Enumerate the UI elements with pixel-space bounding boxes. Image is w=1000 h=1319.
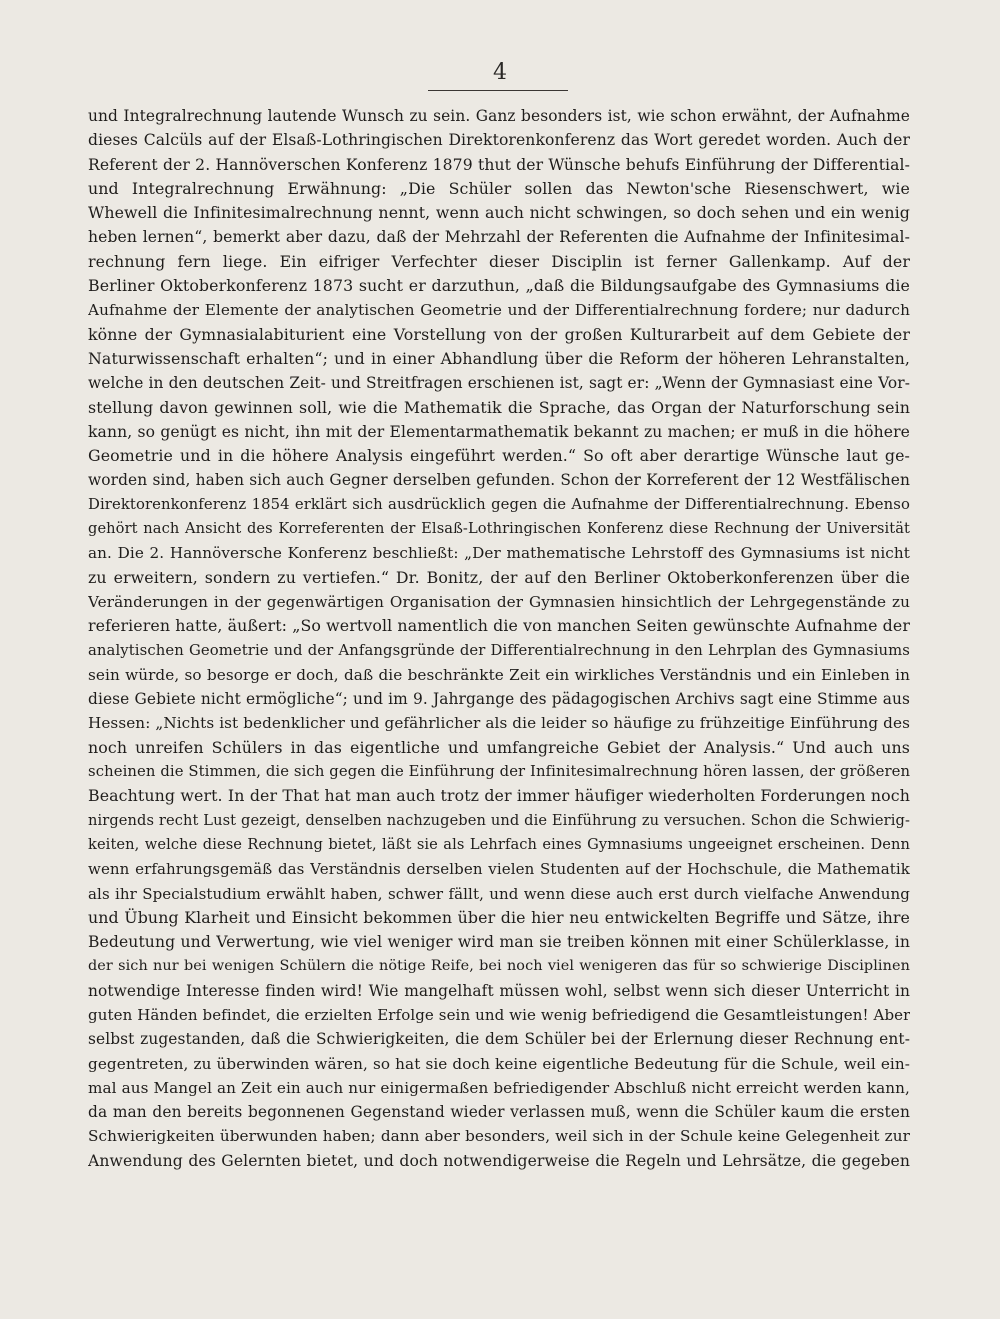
header-rule — [428, 90, 568, 91]
text-line: keiten, welche diese Rechnung bietet, läßt sie als Lehrfach eines Gymnasiums ungeeignet erscheinen. Denn — [88, 835, 910, 853]
text-line: der sich nur bei wenigen Schülern die nötige Reife, bei noch viel wenigeren das für so schwierige Disciplinen — [88, 958, 910, 975]
text-line: sein würde, so besorge er doch, daß die beschränkte Zeit ein wirkliches Verständnis und ein Einleben in — [88, 665, 910, 684]
text-line: heben lernen“, bemerkt aber dazu, daß der Mehrzahl der Referenten die Aufnahme der Infinitesimal- — [88, 228, 910, 247]
text-line: Berliner Oktoberkonferenz 1873 sucht er darzuthun, „daß die Bildungsaufgabe des Gymnasiums die — [88, 276, 910, 296]
text-line: Hessen: „Nichts ist bedenklicher und gefährlicher als die leider so häufige zu frühzeitige Einführung des — [88, 714, 910, 733]
text-line: Beachtung wert. In der That hat man auch trotz der immer häufiger wiederholten Forderungen noch — [88, 786, 910, 806]
page-number: 4 — [493, 60, 507, 85]
text-line: und Übung Klarheit und Einsicht bekommen über die hier neu entwickelten Begriffe und Sätze, ihre — [88, 907, 910, 927]
text-line: Whewell die Infinitesimalrechnung nennt, wenn auch nicht schwingen, so doch sehen und ein wenig — [88, 203, 910, 223]
text-line: Aufnahme der Elemente der analytischen Geometrie und der Differentialrechnung fordere; nur dadurch — [88, 301, 910, 320]
text-line: worden sind, haben sich auch Gegner derselben gefunden. Schon der Korreferent der 12 Westfälischen — [88, 471, 910, 490]
text-line: wenn erfahrungsgemäß das Verständnis derselben vielen Studenten auf der Hochschule, die Mathematik — [88, 860, 910, 879]
text-line: da man den bereits begonnenen Gegenstand wieder verlassen muß, wenn die Schüler kaum die ersten — [88, 1103, 910, 1122]
text-line: scheinen die Stimmen, die sich gegen die Einführung der Infinitesimalrechnung hören lassen, der größeren — [88, 763, 910, 781]
text-line: Anwendung des Gelernten bietet, und doch notwendigerweise die Regeln und Lehrsätze, die gegeben — [88, 1151, 910, 1170]
text-line: Schwierigkeiten überwunden haben; dann aber besonders, weil sich in der Schule keine Gelegenheit zur — [88, 1127, 910, 1146]
text-line: gehört nach Ansicht des Korreferenten der Elsaß-Lothringischen Konferenz diese Rechnung der Universität — [88, 520, 910, 538]
text-line: zu erweitern, sondern zu vertiefen.“ Dr. Bonitz, der auf den Berliner Oktoberkonferenzen über die — [88, 567, 910, 587]
text-line: guten Händen befindet, die erzielten Erfolge sein und wie wenig befriedigend die Gesamtleistungen! Aber — [88, 1005, 910, 1024]
text-line: analytischen Geometrie und der Anfangsgründe der Differentialrechnung in den Lehrplan des Gymnasiums — [88, 641, 910, 659]
text-line: noch unreifen Schülers in das eigentliche und umfangreiche Gebiet der Analysis.“ Und auch uns — [88, 737, 910, 757]
text-line: selbst zugestanden, daß die Schwierigkeiten, die dem Schüler bei der Erlernung dieser Rechnung ent- — [88, 1030, 910, 1049]
text-line: Veränderungen in der gegenwärtigen Organisation der Gymnasien hinsichtlich der Lehrgegenstände zu — [88, 592, 910, 611]
text-line: dieses Calcüls auf der Elsaß-Lothringischen Direktorenkonferenz das Wort geredet worden. Auch der — [88, 131, 910, 150]
text-line: und Integralrechnung Erwähnung: „Die Schüler sollen das Newton'sche Riesenschwert, wie — [88, 178, 910, 198]
text-line: kann, so genügt es nicht, ihn mit der Elementarmathematik bekannt zu machen; er muß in die höhere — [88, 422, 910, 441]
text-line: Referent der 2. Hannöverschen Konferenz 1879 thut der Wünsche behufs Einführung der Differential- — [88, 155, 910, 174]
text-line: referieren hatte, äußert: „So wertvoll namentlich die von manchen Seiten gewünschte Aufnahme der — [88, 616, 910, 636]
text-line: diese Gebiete nicht ermögliche“; und im 9. Jahrgange des pädagogischen Archivs sagt eine Stimme aus — [88, 690, 910, 709]
text-line: nirgends recht Lust gezeigt, denselben nachzugeben und die Einführung zu versuchen. Schon die Schwierig- — [88, 811, 910, 829]
text-line: könne der Gymnasialabiturient eine Vorstellung von der großen Kulturarbeit auf dem Gebiete der — [88, 324, 910, 344]
text-line: welche in den deutschen Zeit- und Streitfragen erschienen ist, sagt er: „Wenn der Gymnasiast eine Vor- — [88, 374, 910, 393]
text-line: als ihr Specialstudium erwählt haben, schwer fällt, und wenn diese auch erst durch vielfache Anwendung — [88, 884, 910, 903]
text-line: mal aus Mangel an Zeit ein auch nur einigermaßen befriedigender Abschluß nicht erreicht werden kann, — [88, 1078, 910, 1097]
text-line: stellung davon gewinnen soll, wie die Mathematik die Sprache, das Organ der Naturforschung sein — [88, 397, 910, 417]
text-line: gegentreten, zu überwinden wären, so hat sie doch keine eigentliche Bedeutung für die Schule, weil ein- — [88, 1054, 910, 1073]
text-line: Geometrie und in die höhere Analysis eingeführt werden.“ So oft aber derartige Wünsche laut ge- — [88, 446, 910, 466]
text-line: rechnung fern liege. Ein eifriger Verfechter dieser Disciplin ist ferner Gallenkamp. Auf der — [88, 251, 910, 271]
text-line: Direktorenkonferenz 1854 erklärt sich ausdrücklich gegen die Aufnahme der Differentialrechnung. Ebenso — [88, 495, 910, 513]
text-line: notwendige Interesse finden wird! Wie mangelhaft müssen wohl, selbst wenn sich dieser Unterricht in — [88, 981, 910, 1000]
body-text — [88, 104, 910, 1173]
text-line: an. Die 2. Hannöversche Konferenz beschließt: „Der mathematische Lehrstoff des Gymnasiums ist nicht — [88, 544, 910, 563]
text-line: und Integralrechnung lautende Wunsch zu sein. Ganz besonders ist, wie schon erwähnt, der Aufnahme — [88, 107, 910, 125]
text-line: Bedeutung und Verwertung, wie viel weniger wird man sie treiben können mit einer Schülerklasse, in — [88, 933, 910, 952]
text-line: Naturwissenschaft erhalten“; und in einer Abhandlung über die Reform der höheren Lehranstalten, — [88, 348, 910, 368]
